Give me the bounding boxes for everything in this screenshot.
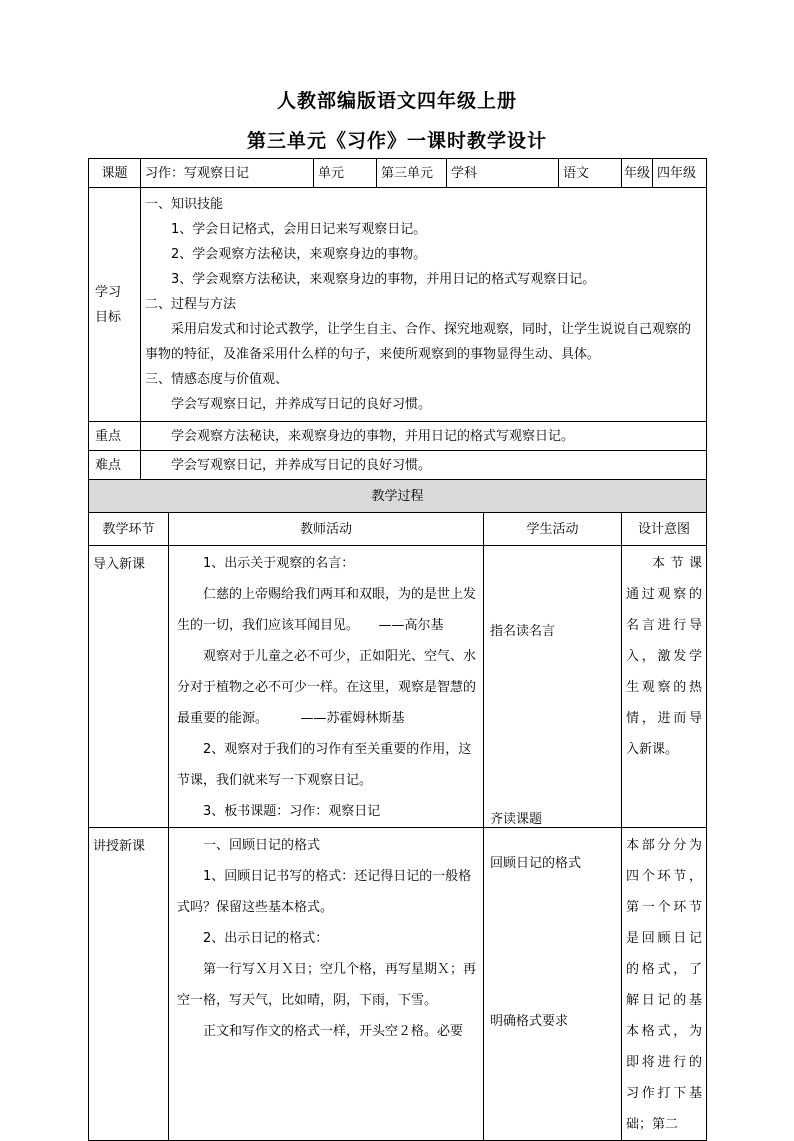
teacher-activity-line: 2、观察对于我们的习作有至关重要的作用，这节课，我们就来写一下观察日记。 (177, 742, 472, 788)
header-intent: 设计意图 (622, 513, 707, 546)
document-title: 人教部编版语文四年级上册 (276, 90, 517, 112)
header-stage: 教学环节 (89, 513, 169, 546)
key-point-row (89, 422, 707, 451)
teacher-activity-line: 第一行写Ｘ月Ｘ日；空几个格，再写星期Ｘ；再空一格，写天气，比如晴，阴，下雨，下雪。 (177, 962, 477, 1008)
subject-label: 学科 (447, 159, 559, 188)
header-student: 学生活动 (484, 513, 622, 546)
goals-label-line: 目标 (95, 309, 122, 325)
goals-heading: 三、情感态度与价值观、 (145, 372, 289, 387)
info-row (89, 159, 707, 188)
goals-content (141, 188, 707, 422)
student-activity-line: 齐读课题 (490, 812, 543, 827)
lesson-plan-table (88, 158, 707, 1141)
goals-row (89, 188, 707, 422)
goals-item: 3、学会观察方法秘诀，来观察身边的事物，并用日记的格式写观察日记。 (171, 272, 596, 287)
unit-value: 第三单元 (377, 159, 447, 188)
goals-heading: 二、过程与方法 (145, 297, 237, 312)
teacher-activity (169, 828, 484, 1141)
subject-value: 语文 (559, 159, 622, 188)
topic-label: 课题 (89, 159, 141, 188)
stage-row (89, 828, 707, 1141)
document-subtitle: 第三单元《习作》一课时教学设计 (246, 130, 547, 152)
design-intent-text: 本节课通过观察的名言进行导入，激发学生观察的热情，进而导入新课。 (626, 556, 703, 757)
student-activity (484, 546, 622, 828)
process-banner: 教学过程 (89, 480, 707, 513)
topic-value: 习作：写观察日记 (141, 159, 314, 188)
key-point-label: 重点 (89, 422, 141, 451)
design-intent (622, 828, 707, 1141)
goals-heading: 一、知识技能 (145, 197, 224, 212)
goals-item: 2、学会观察方法秘诀，来观察身边的事物。 (171, 247, 427, 262)
process-header-row (89, 513, 707, 546)
stage-name: 讲授新课 (89, 828, 169, 1141)
teacher-activity-line: 一、回顾日记的格式 (203, 838, 321, 853)
student-activity-line: 明确格式要求 (490, 1014, 569, 1029)
goals-paragraph: 采用启发式和讨论式教学，让学生自主、合作、探究地观察，同时，让学生说说自己观察的事物的特征，及准备采用什么样的句子，来使所观察到的事物显得生动、具体。 (145, 322, 692, 362)
design-intent (622, 546, 707, 828)
stage-row (89, 546, 707, 828)
teacher-activity (169, 546, 484, 828)
teacher-activity-line: 正文和写作文的格式一样，开头空２格。必要 (203, 1024, 464, 1039)
teacher-activity-line: 3、板书课题：习作：观察日记 (203, 804, 381, 819)
unit-label: 单元 (314, 159, 377, 188)
key-point-text: 学会观察方法秘诀，来观察身边的事物，并用日记的格式写观察日记。 (141, 422, 707, 451)
teacher-activity-line: 1、回顾日记书写的格式：还记得日记的一般格式吗？保留这些基本格式。 (177, 869, 472, 915)
difficulty-row (89, 451, 707, 480)
goals-item: 学会写观察日记，并养成写日记的良好习惯。 (171, 397, 432, 412)
student-activity (484, 828, 622, 1141)
goals-item: 1、学会日记格式，会用日记来写观察日记。 (171, 222, 427, 237)
header-teacher: 教师活动 (169, 513, 484, 546)
student-activity-line: 指名读名言 (490, 624, 556, 639)
difficulty-text: 学会写观察日记，并养成写日记的良好习惯。 (141, 451, 707, 480)
teacher-activity-line: 仁慈的上帝赐给我们两耳和双眼，为的是世上发生的一切，我们应该耳闻目见。 ——高尔基 (177, 587, 477, 633)
stage-name: 导入新课 (89, 546, 169, 828)
student-activity-line: 回顾日记的格式 (490, 856, 582, 871)
teacher-activity-line: 1、出示关于观察的名言： (203, 556, 355, 571)
grade-value: 四年级 (653, 159, 707, 188)
teacher-activity-line: 2、出示日记的格式： (203, 931, 329, 946)
teacher-activity-line: 观察对于儿童之必不可少，正如阳光、空气、水分对于植物之必不可少一样。在这里，观察是智慧的最重要的能源。 ——苏霍姆林斯基 (177, 649, 477, 726)
design-intent-text: 本部分分为四个环节，第一个环节是回顾日记的格式，了解日记的基本格式，为即将进行的习作打下基础；第二 (626, 838, 703, 1132)
process-banner-row (89, 480, 707, 513)
difficulty-label: 难点 (89, 451, 141, 480)
goals-label (89, 188, 141, 422)
grade-label: 年级 (622, 159, 653, 188)
goals-label-line: 学习 (95, 284, 122, 300)
